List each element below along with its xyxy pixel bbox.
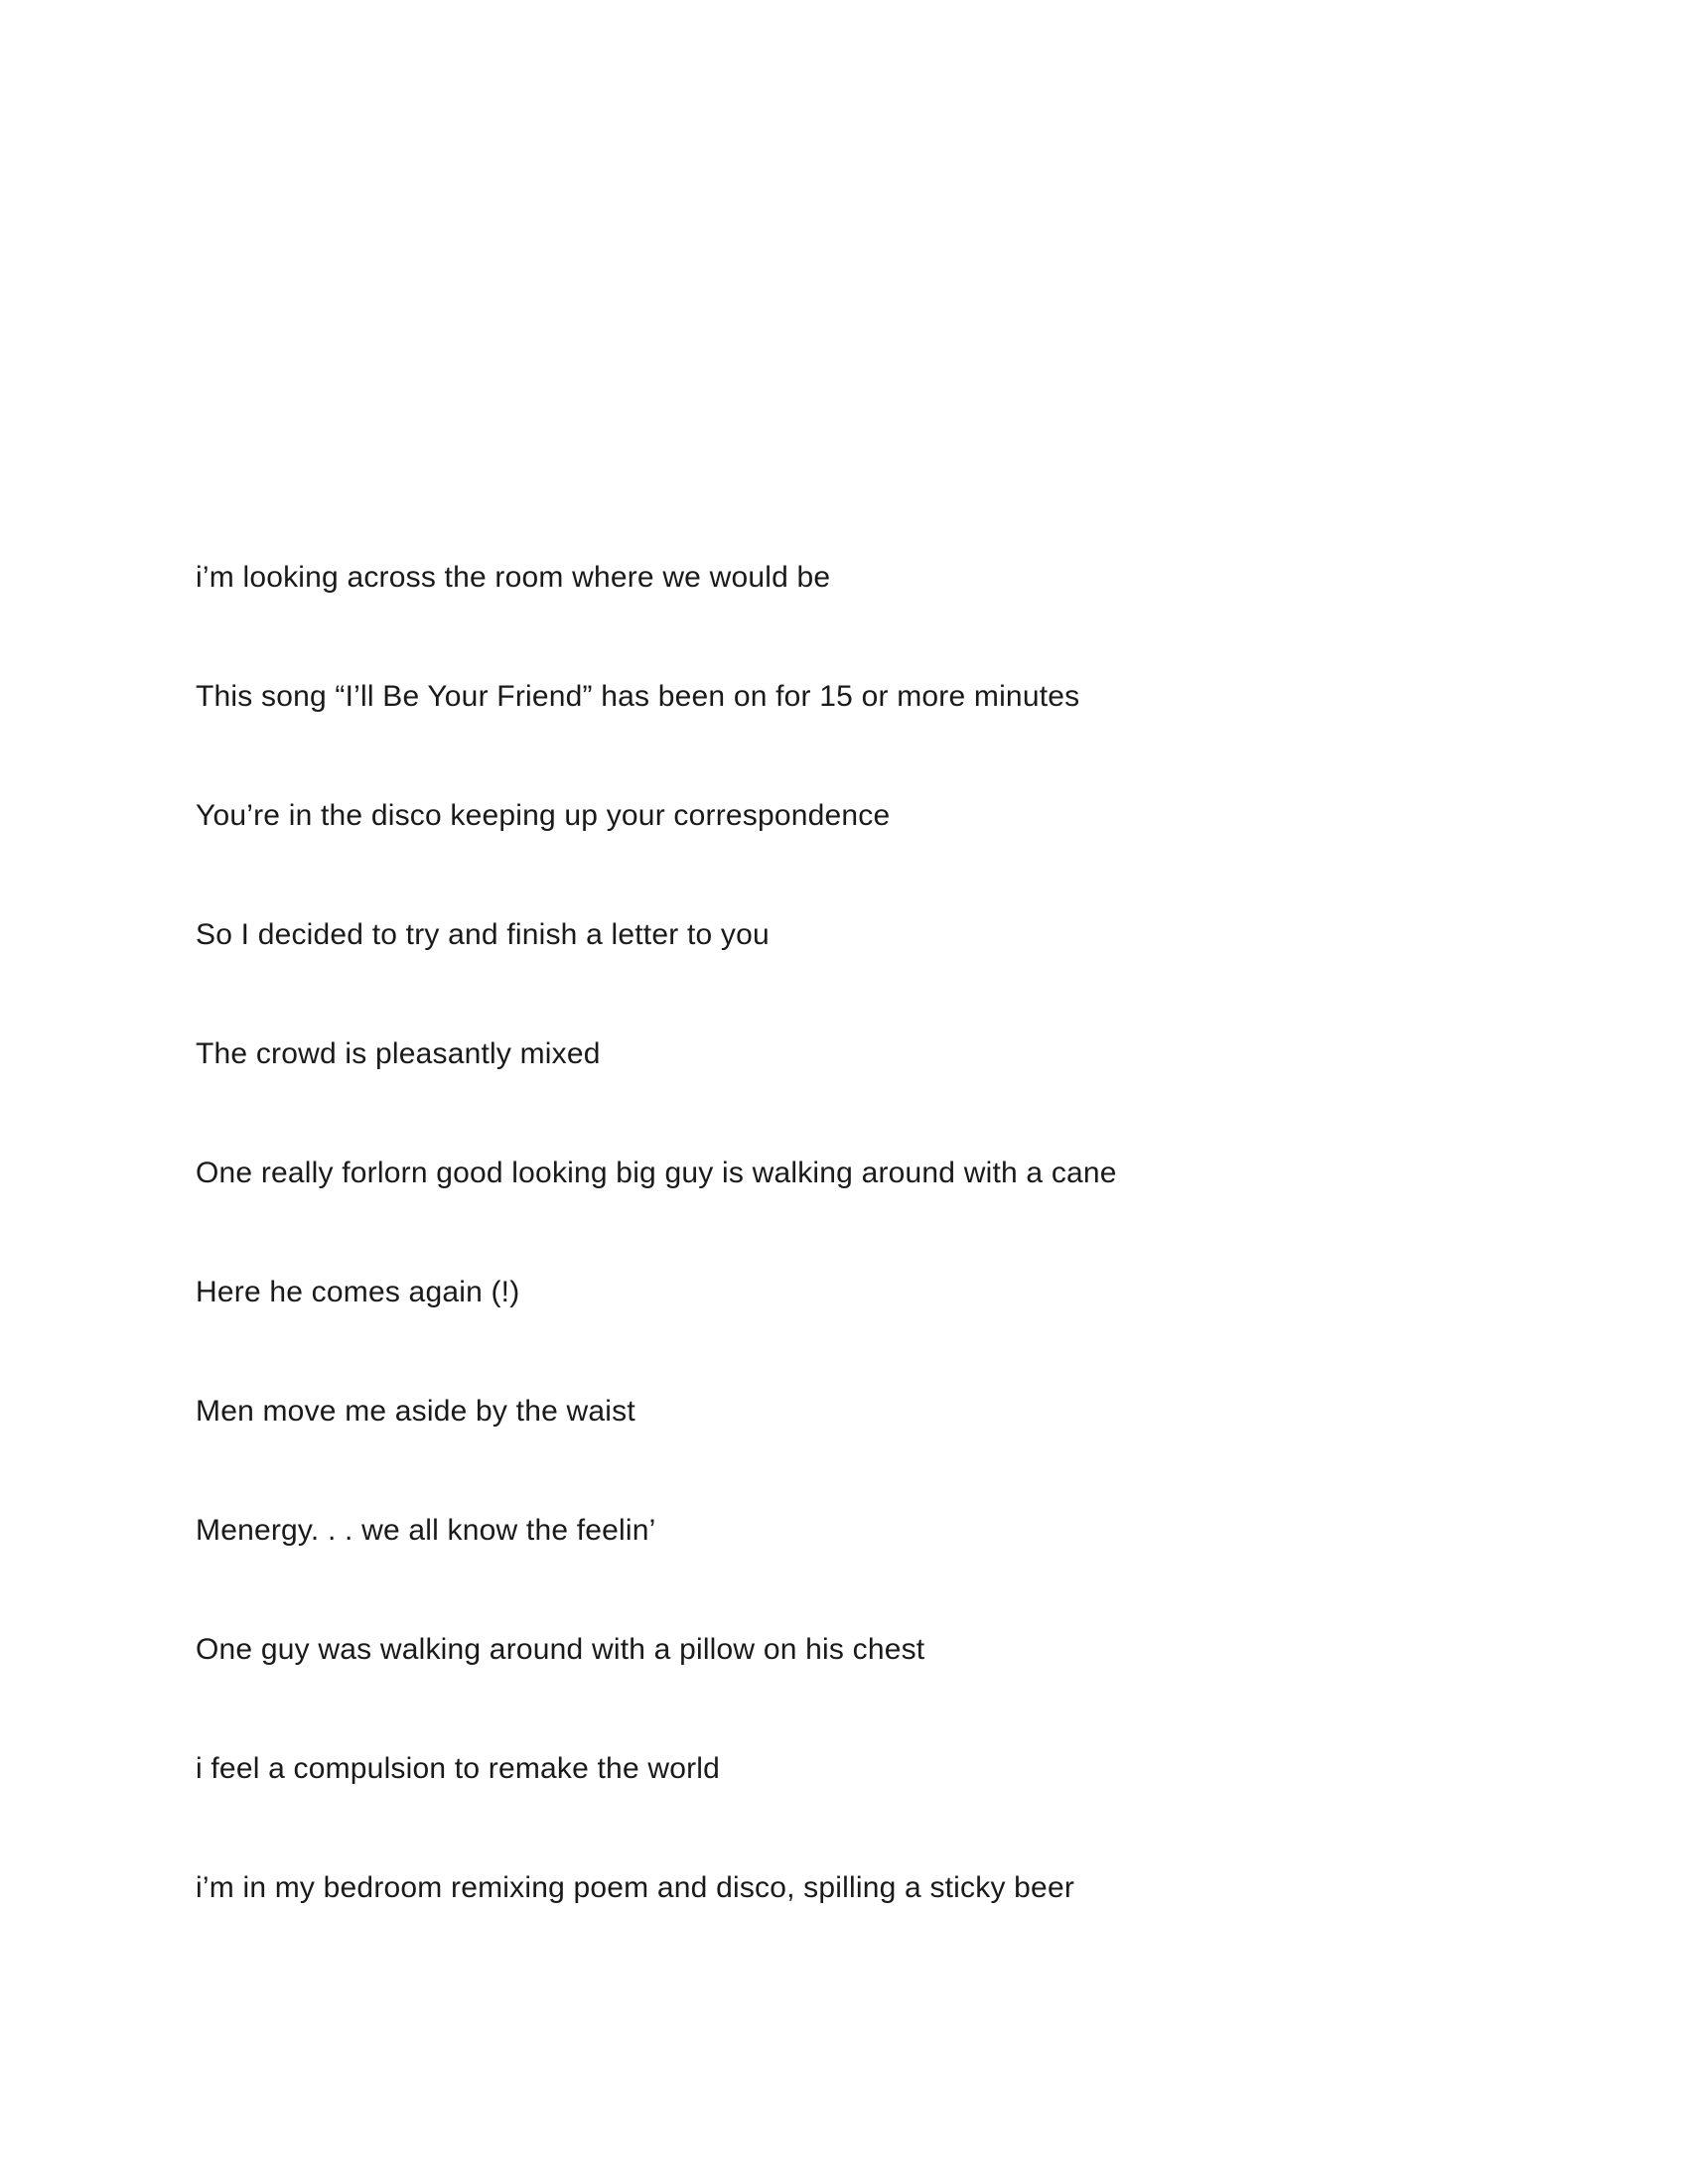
poem-line: You’re in the disco keeping up your correspondence <box>196 799 891 832</box>
poem-line: One guy was walking around with a pillow on his chest <box>196 1633 925 1666</box>
poem-line: Here he comes again (!) <box>196 1276 520 1308</box>
poem-line: Men move me aside by the waist <box>196 1395 635 1428</box>
poem-body <box>196 559 1539 1906</box>
poem-line: i feel a compulsion to remake the world <box>196 1752 721 1785</box>
poem-line: This song “I’ll Be Your Friend” has been on for 15 or more minutes <box>196 680 1080 713</box>
poem-line: Menergy. . . we all know the feelin’ <box>196 1514 656 1547</box>
poem-line: i’m in my bedroom remixing poem and disco, spilling a sticky beer <box>196 1871 1075 1904</box>
poem-line: One really forlorn good looking big guy is walking around with a cane <box>196 1157 1117 1189</box>
poem-line: So I decided to try and finish a letter to you <box>196 918 770 951</box>
poem-line: i’m looking across the room where we would be <box>196 561 831 594</box>
poem-line: The crowd is pleasantly mixed <box>196 1037 601 1070</box>
